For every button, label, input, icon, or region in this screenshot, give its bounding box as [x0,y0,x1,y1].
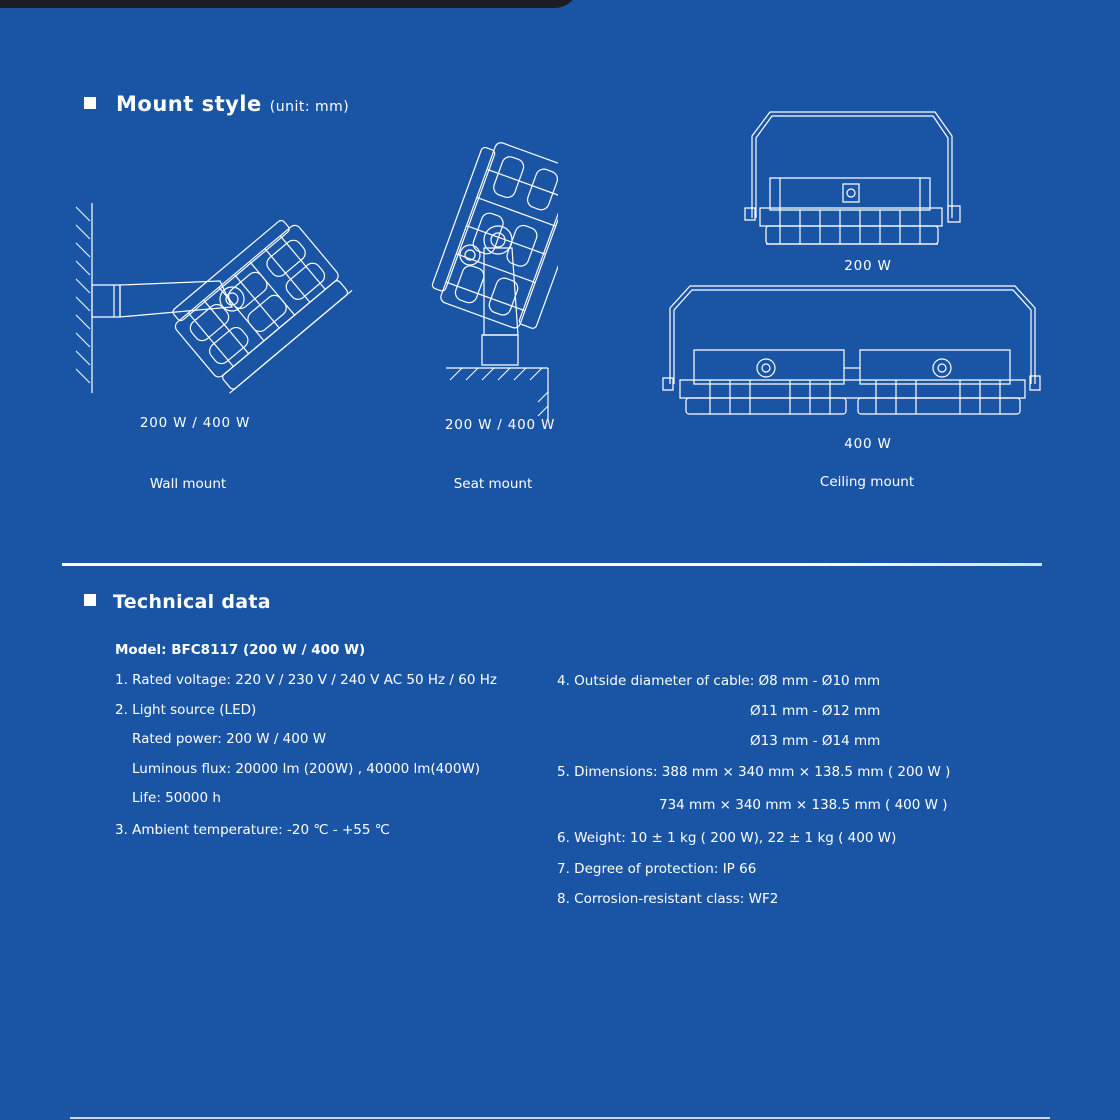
spec-weight: 6. Weight: 10 ± 1 kg ( 200 W), 22 ± 1 kg ( 400 W) [557,830,897,846]
ceiling-200w-caption: 200 W [844,258,892,274]
spec-protection-degree: 7. Degree of protection: IP 66 [557,861,757,877]
mount-style-heading [84,92,349,116]
spec-cable-diameter-2: Ø11 mm - Ø12 mm [750,703,881,719]
mount-style-unit: (unit: mm) [269,99,350,115]
wall-mount-label: Wall mount [149,476,227,492]
spec-cable-diameter: 4. Outside diameter of cable: Ø8 mm - Ø10 mm [557,673,881,689]
spec-dimensions-200w: 5. Dimensions: 388 mm × 340 mm × 138.5 mm ( 200 W ) [557,764,951,780]
technical-data-heading [84,591,271,613]
seat-mount-drawing [428,140,558,420]
square-bullet-icon [84,594,96,606]
wall-mount-drawing [70,195,360,400]
spec-ambient-temperature: 3. Ambient temperature: -20 ℃ - +55 ℃ [115,822,390,838]
spec-dimensions-400w: 734 mm × 340 mm × 138.5 mm ( 400 W ) [659,797,948,813]
spec-rated-power: Rated power: 200 W / 400 W [132,731,327,747]
top-dark-tab [0,0,580,8]
mount-style-title: Mount style [116,92,262,116]
ceiling-mount-200w-drawing [740,108,965,253]
bottom-rule [70,1117,1050,1119]
spec-corrosion-class: 8. Corrosion-resistant class: WF2 [557,891,779,907]
technical-data-title: Technical data [113,591,271,613]
spec-life: Life: 50000 h [132,790,221,806]
spec-rated-voltage: 1. Rated voltage: 220 V / 230 V / 240 V AC 50 Hz / 60 Hz [115,672,497,688]
square-bullet-icon [84,97,96,109]
seat-mount-label: Seat mount [453,476,533,492]
wall-mount-caption: 200 W / 400 W [139,415,251,431]
ceiling-mount-label: Ceiling mount [819,474,915,490]
ceiling-400w-caption: 400 W [844,436,892,452]
section-divider [62,563,1042,566]
spec-luminous-flux: Luminous flux: 20000 lm (200W) , 40000 lm(400W) [132,761,481,777]
spec-light-source: 2. Light source (LED) [115,702,257,718]
spec-cable-diameter-3: Ø13 mm - Ø14 mm [750,733,881,749]
ceiling-mount-400w-drawing [660,284,1045,424]
model-line: Model: BFC8117 (200 W / 400 W) [115,642,366,658]
seat-mount-caption: 200 W / 400 W [444,417,556,433]
